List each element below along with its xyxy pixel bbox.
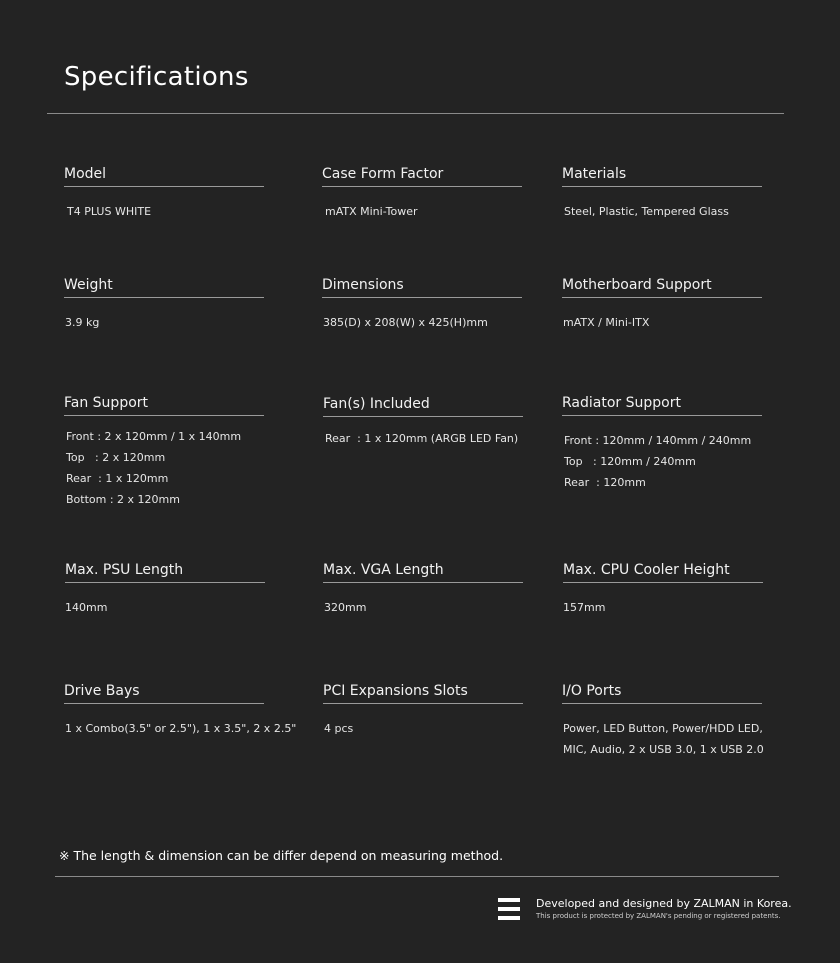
spec-model bbox=[64, 165, 264, 222]
spec-label: Model bbox=[64, 166, 107, 182]
spec-value: 385(D) x 208(W) x 425(H)mm bbox=[323, 316, 488, 329]
spec-divider bbox=[64, 703, 264, 704]
spec-label: Case Form Factor bbox=[322, 166, 444, 182]
spec-value: 3.9 kg bbox=[65, 316, 100, 329]
spec-max-vga-length bbox=[323, 561, 523, 618]
spec-divider bbox=[562, 703, 762, 704]
spec-motherboard-support bbox=[562, 276, 762, 333]
spec-max-cpu-cooler-height bbox=[563, 561, 763, 618]
spec-value: Rear : 120mm bbox=[564, 476, 646, 489]
spec-value: mATX Mini-Tower bbox=[325, 205, 418, 218]
spec-divider bbox=[64, 415, 264, 416]
spec-divider bbox=[323, 703, 523, 704]
spec-label: Max. CPU Cooler Height bbox=[563, 562, 730, 578]
spec-value: Steel, Plastic, Tempered Glass bbox=[564, 205, 729, 218]
spec-label: Weight bbox=[64, 277, 113, 293]
zalman-z-logo-icon bbox=[498, 898, 520, 920]
spec-max-psu-length bbox=[65, 561, 265, 618]
spec-value: Rear : 1 x 120mm (ARGB LED Fan) bbox=[325, 432, 519, 445]
spec-label: PCI Expansions Slots bbox=[323, 683, 468, 699]
spec-materials bbox=[562, 165, 762, 222]
spec-label: Fan Support bbox=[64, 395, 149, 411]
spec-value: 4 pcs bbox=[324, 722, 354, 735]
spec-divider bbox=[563, 582, 763, 583]
spec-label: Max. PSU Length bbox=[65, 562, 184, 578]
note-divider bbox=[55, 876, 779, 877]
spec-case-form-factor bbox=[322, 165, 522, 222]
spec-fan-support bbox=[64, 394, 264, 510]
spec-label: I/O Ports bbox=[562, 683, 622, 699]
spec-value: Front : 2 x 120mm / 1 x 140mm bbox=[66, 430, 242, 443]
spec-divider bbox=[323, 582, 523, 583]
title-divider bbox=[47, 113, 784, 114]
spec-dimensions bbox=[322, 276, 522, 333]
spec-divider bbox=[64, 297, 264, 298]
spec-label: Materials bbox=[562, 166, 627, 182]
spec-divider bbox=[64, 186, 264, 187]
spec-weight bbox=[64, 276, 264, 333]
page-title: Specifications bbox=[64, 62, 249, 92]
footer-main-text: Developed and designed by ZALMAN in Korea. bbox=[536, 897, 792, 910]
spec-value: T4 PLUS WHITE bbox=[67, 205, 152, 218]
spec-label: Max. VGA Length bbox=[323, 562, 444, 578]
spec-radiator-support bbox=[562, 394, 762, 493]
spec-label: Drive Bays bbox=[64, 683, 140, 699]
spec-value: Rear : 1 x 120mm bbox=[66, 472, 169, 485]
spec-value: Bottom : 2 x 120mm bbox=[66, 493, 180, 506]
spec-value: 320mm bbox=[324, 601, 367, 614]
spec-io-ports bbox=[562, 682, 762, 760]
spec-label: Fan(s) Included bbox=[323, 396, 430, 412]
spec-divider bbox=[562, 297, 762, 298]
spec-divider bbox=[562, 415, 762, 416]
spec-label: Dimensions bbox=[322, 277, 404, 293]
spec-label: Motherboard Support bbox=[562, 277, 712, 293]
spec-fans-included bbox=[323, 395, 523, 449]
spec-divider bbox=[65, 582, 265, 583]
spec-divider bbox=[322, 186, 522, 187]
spec-value: Top : 2 x 120mm bbox=[66, 451, 166, 464]
footer-patent-text: This product is protected by ZALMAN's pending or registered patents. bbox=[536, 912, 781, 920]
spec-label: Radiator Support bbox=[562, 395, 681, 411]
measurement-note: ※ The length & dimension can be differ depend on measuring method. bbox=[59, 848, 504, 863]
spec-value: Top : 120mm / 240mm bbox=[564, 455, 696, 468]
spec-value: mATX / Mini-ITX bbox=[563, 316, 650, 329]
spec-value: Power, LED Button, Power/HDD LED, bbox=[563, 722, 763, 735]
footer bbox=[498, 897, 792, 921]
spec-drive-bays bbox=[64, 682, 297, 739]
spec-value: MIC, Audio, 2 x USB 3.0, 1 x USB 2.0 bbox=[563, 743, 764, 756]
spec-divider bbox=[562, 186, 762, 187]
spec-divider bbox=[322, 297, 522, 298]
spec-value: Front : 120mm / 140mm / 240mm bbox=[564, 434, 752, 447]
spec-pci-expansion-slots bbox=[323, 682, 523, 739]
spec-value: 1 x Combo(3.5" or 2.5"), 1 x 3.5", 2 x 2.5" bbox=[65, 722, 297, 735]
spec-value: 140mm bbox=[65, 601, 108, 614]
spec-divider bbox=[323, 416, 523, 417]
spec-value: 157mm bbox=[563, 601, 606, 614]
